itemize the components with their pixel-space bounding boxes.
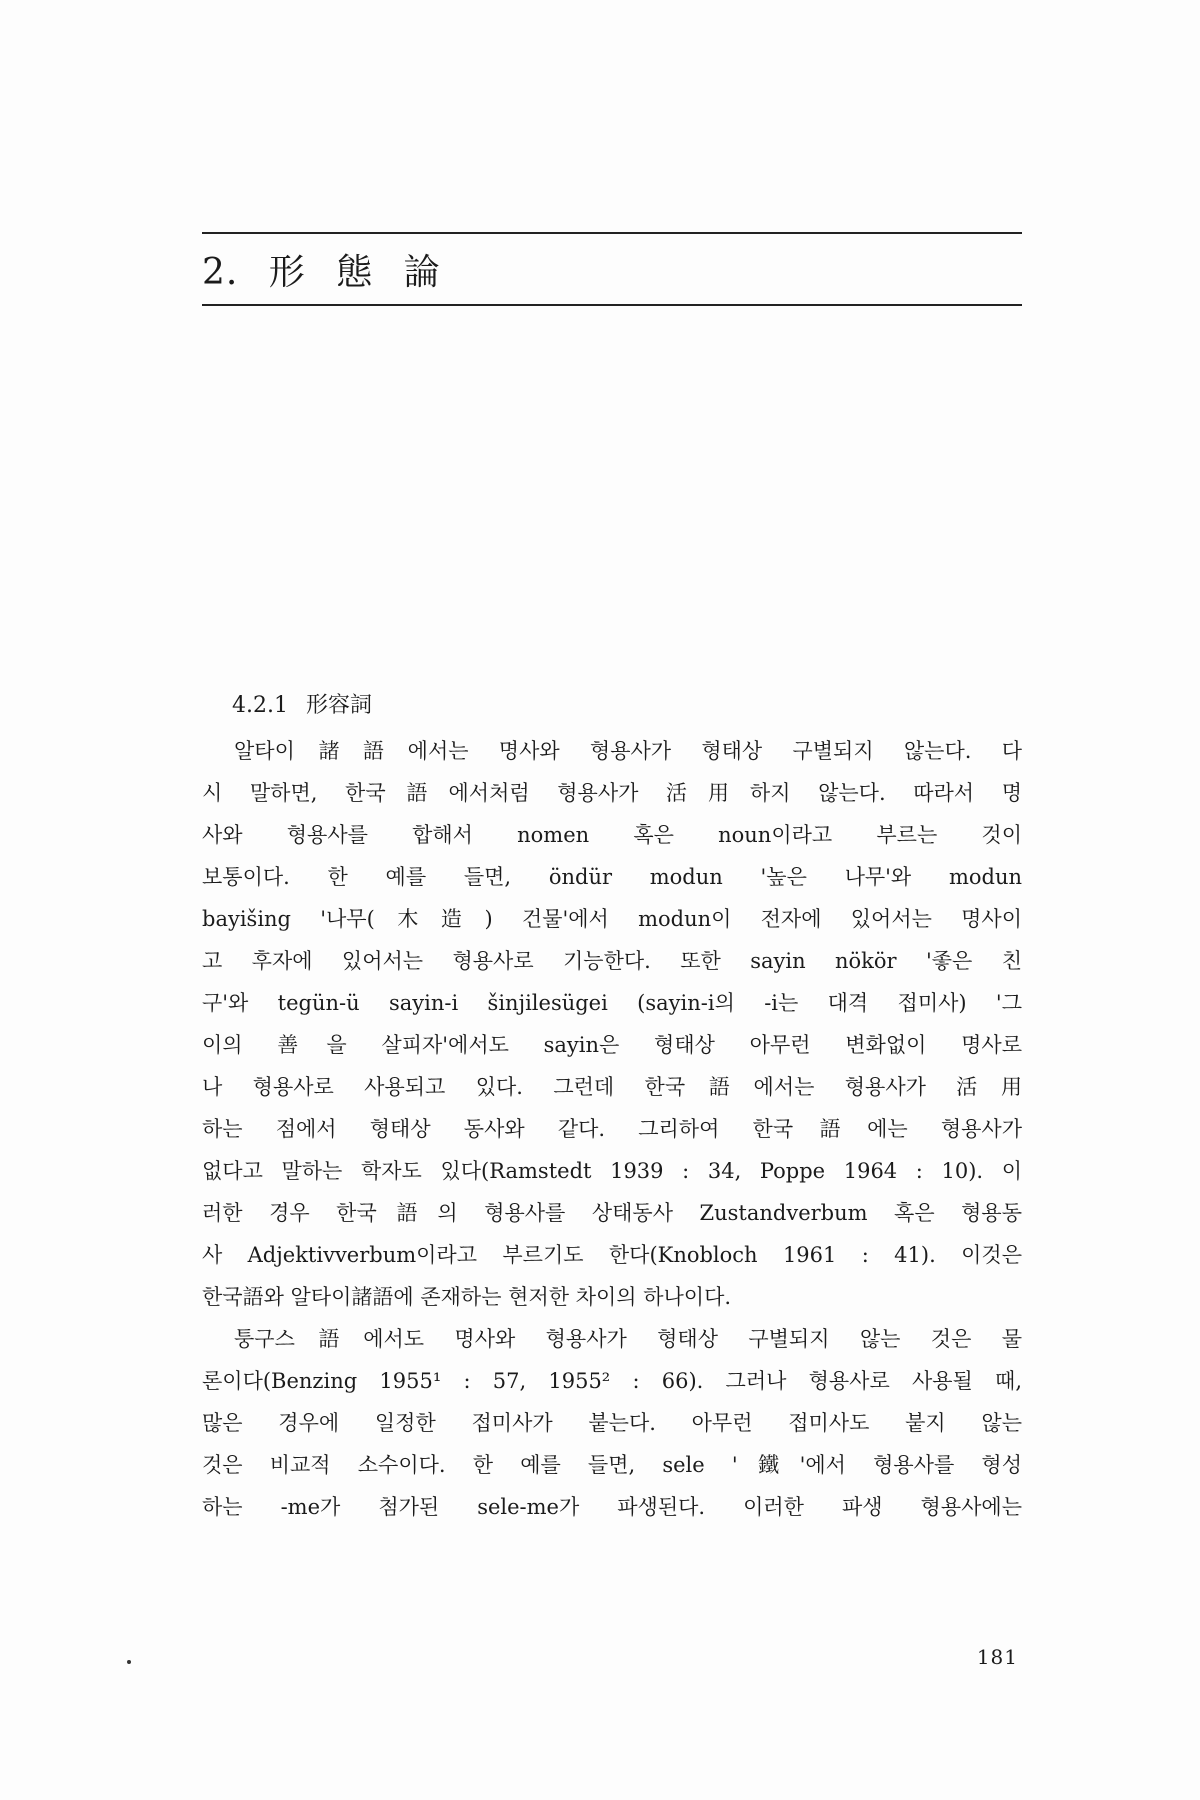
chapter-title: 2. 形 態 論 [202,252,441,293]
text-line: 알타이諸語에서는 명사와 형용사가 형태상 구별되지 않는다. 다 [234,739,1022,763]
text-line: 많은 경우에 일정한 접미사가 붙는다. 아무런 접미사도 붙지 않는 [202,1411,1022,1435]
text-line: 고 후자에 있어서는 형용사로 기능한다. 또한 sayin nökör '좋은 친 [202,949,1022,973]
text-line: 구'와 tegün-ü sayin-i šinjilesügei (sayin-i의 -i는 대격 접미사) '그 [202,991,1022,1015]
title-bottom-rule [202,304,1022,306]
text-line: 퉁구스語에서도 명사와 형용사가 형태상 구별되지 않는 것은 물 [234,1327,1022,1351]
text-line: 하는 -me가 첨가된 sele-me가 파생된다. 이러한 파생 형용사에는 [202,1495,1022,1519]
text-line: 이의 善을 살피자'에서도 sayin은 형태상 아무런 변화없이 명사로 [202,1033,1022,1057]
text-line: 하는 점에서 형태상 동사와 같다. 그리하여 한국語에는 형용사가 [202,1117,1022,1141]
text-line: 것은 비교적 소수이다. 한 예를 들면, sele '鐵'에서 형용사를 형성 [202,1453,1022,1477]
page-number: 181 [976,1645,1018,1669]
text-line: 한국語와 알타이諸語에 존재하는 현저한 차이의 하나이다. [202,1285,732,1309]
title-top-rule [202,232,1022,234]
text-line: 나 형용사로 사용되고 있다. 그런데 한국語에서는 형용사가 活用 [202,1075,1022,1099]
section-heading [232,688,372,719]
section-number: 4.2.1 [232,693,288,718]
text-line: 시 말하면, 한국語에서처럼 형용사가 活用하지 않는다. 따라서 명 [202,781,1022,805]
section-title: 形容詞 [305,693,372,718]
text-line: bayišing '나무(木造) 건물'에서 modun이 전자에 있어서는 명사이 [202,907,1022,931]
text-line: 사와 형용사를 합해서 nomen 혹은 noun이라고 부르는 것이 [202,823,1022,847]
text-line: 보통이다. 한 예를 들면, öndür modun '높은 나무'와 modun [202,865,1022,889]
body-text [202,730,1022,1528]
text-line: 러한 경우 한국語의 형용사를 상태동사 Zustandverbum 혹은 형용동 [202,1201,1022,1225]
text-line: 없다고 말하는 학자도 있다(Ramstedt 1939 : 34, Poppe 1964 : 10). 이 [202,1159,1022,1183]
text-line: 론이다(Benzing 1955¹ : 57, 1955² : 66). 그러나 형용사로 사용될 때, [202,1369,1022,1393]
margin-dot [127,1660,131,1664]
text-line: 사 Adjektivverbum이라고 부르기도 한다(Knobloch 1961 : 41). 이것은 [202,1243,1022,1267]
